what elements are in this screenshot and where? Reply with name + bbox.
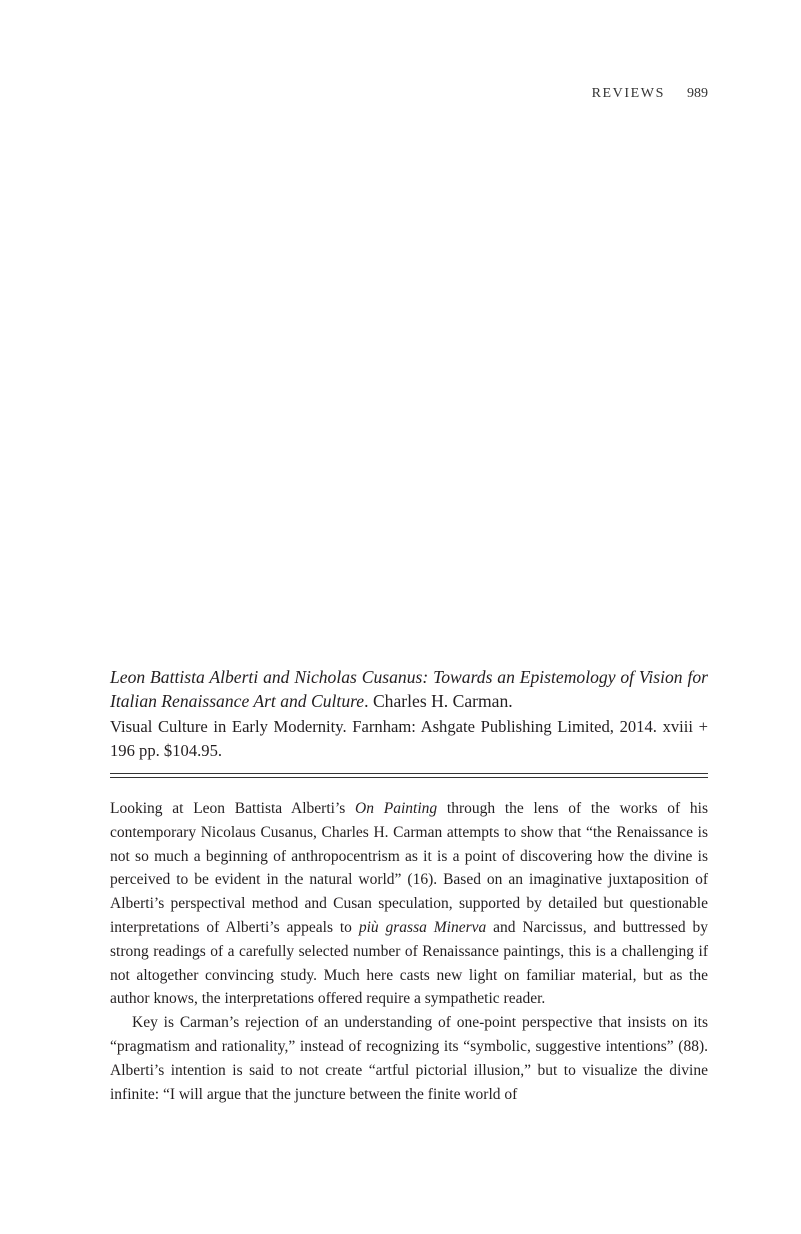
title-period: . <box>364 691 369 711</box>
running-head <box>592 86 708 102</box>
review-content <box>110 665 708 1106</box>
p1-text-c: through the lens of the works of his contemporary Nicolaus Cusanus, Charles H. Carman attempts to show that “the Renaissance is not so much a beginning of anthropocentrism as it is a point of discovering how the divine is perceived to be evident in the natural world” (16). Based on an imaginative juxtaposition of Alberti’s perspectival method and Cusan speculation, supported by detailed but questionable interpretations of Alberti’s appeals to <box>110 800 708 936</box>
page-number: 989 <box>687 86 708 101</box>
publication-info: Visual Culture in Early Modernity. Farnham: Ashgate Publishing Limited, 2014. xviii + 196 pp. $104.95. <box>110 717 708 760</box>
p1-text-e: and Narcissus, and buttressed by strong readings of a carefully selected number of Renaissance paintings, this is a challenging if not altogether convincing study. Much here casts new light on familiar material, but as the author knows, the interpretations offered require a sympathetic reader. <box>110 918 708 1008</box>
review-paragraph-2: Key is Carman’s rejection of an understanding of one-point perspective that insists on its “pragmatism and rationality,” instead of recognizing its “symbolic, suggestive intentions” (88). Alberti’s intention is said to not create “artful pictorial illusion,” but to visualize the divine infinite: “I will argue that the juncture between the finite world of <box>110 1014 708 1103</box>
book-author: Charles H. Carman. <box>372 691 513 711</box>
double-rule-divider <box>110 773 708 778</box>
section-label: REVIEWS <box>591 86 665 101</box>
review-paragraph-1 <box>110 797 708 1011</box>
p1-italic-on-painting: On Painting <box>355 800 438 817</box>
p1-text-a: Looking at Leon Battista Alberti’s <box>110 800 356 817</box>
p1-italic-piu-grassa-minerva: più grassa Minerva <box>358 918 487 936</box>
book-title: Leon Battista Alberti and Nicholas Cusanus: Towards an Epistemology of Vision for Italian Renaissance Art and Culture <box>110 667 708 711</box>
review-body <box>110 797 708 1106</box>
book-citation <box>110 665 708 713</box>
